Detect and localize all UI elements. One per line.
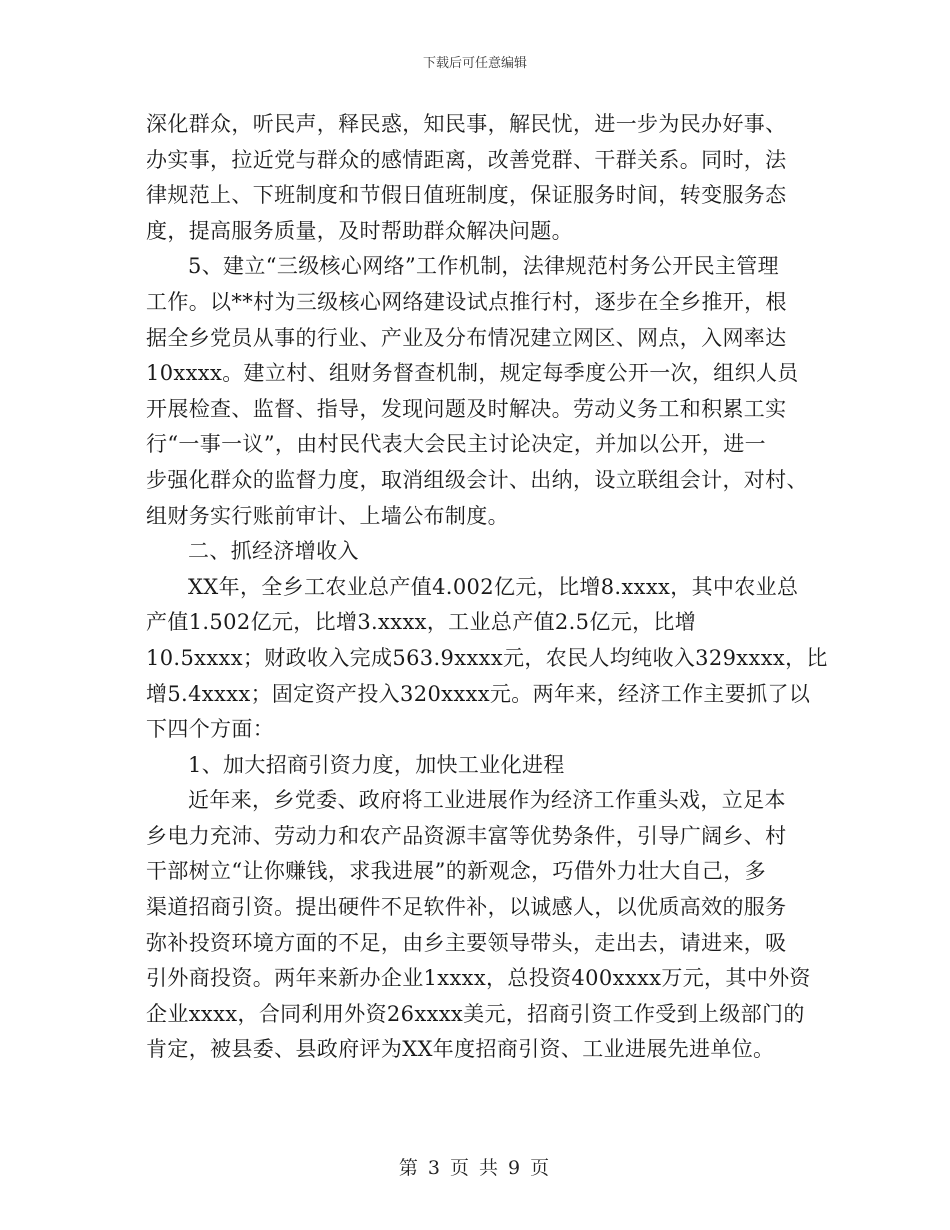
text-line: 渠道招商引资。提出硬件不足软件补，以诚感人，以优质高效的服务: [146, 895, 787, 920]
text-line: 工作。以**村为三级核心网络建设试点推行村，逐步在全乡推开，根: [146, 289, 787, 314]
text-line: 增5.4xxxx；固定资产投入320xxxx元。两年来，经济工作主要抓了以: [146, 681, 811, 706]
text-line: XX年，全乡工农业总产值4.002亿元，比增8.xxxx，其中农业总: [188, 574, 799, 599]
text-line: 组财务实行账前审计、上墙公布制度。: [146, 503, 509, 528]
text-line: 下四个方面：: [146, 717, 275, 742]
text-line: 据全乡党员从事的行业、产业及分布情况建立网区、网点，入网率达: [146, 325, 787, 350]
text-line: 5、建立“三级核心网络”工作机制，法律规范村务公开民主管理: [188, 254, 779, 279]
text-line: 办实事，拉近党与群众的感情距离，改善党群、干群关系。同时，法: [146, 147, 787, 172]
text-line: 引外商投资。两年来新办企业1xxxx，总投资400xxxx万元，其中外资: [146, 966, 811, 991]
text-line: 10.5xxxx；财政收入完成563.9xxxx元，农民人均纯收入329xxxx，比: [146, 645, 828, 670]
text-line: 近年来，乡党委、政府将工业进展作为经济工作重头戏，立足本: [188, 788, 786, 813]
text-line: 深化群众，听民声，释民惑，知民事，解民忧，进一步为民办好事、: [146, 112, 787, 136]
text-line: 干部树立“让你赚钱，求我进展”的新观念，巧借外力壮大自己，多: [146, 859, 766, 884]
text-line: 10xxxx。建立村、组财务督查机制，规定每季度公开一次，组织人员: [146, 361, 799, 386]
text-line: 产值1.502亿元，比增3.xxxx，工业总产值2.5亿元，比增: [146, 610, 697, 635]
text-line: 乡电力充沛、劳动力和农产品资源丰富等优势条件，引导广阔乡、村: [146, 823, 787, 848]
text-line: 弥补投资环境方面的不足，由乡主要领导带头，走出去，请进来，吸: [146, 930, 787, 955]
page-header: 下载后可任意编辑: [422, 56, 527, 71]
text-line: 肯定，被县委、县政府评为XX年度招商引资、工业进展先进单位。: [146, 1037, 775, 1062]
text-line: 步强化群众的监督力度，取消组级会计、出纳，设立联组会计，对村、: [146, 467, 808, 492]
text-line: 律规范上、下班制度和节假日值班制度，保证服务时间，转变服务态: [146, 183, 787, 208]
text-line: 企业xxxx，合同利用外资26xxxx美元，招商引资工作受到上级部门的: [146, 1001, 805, 1026]
text-line: 二、抓经济增收入: [188, 539, 359, 564]
text-line: 行“一事一议”，由村民代表大会民主讨论决定，并加以公开，进一: [146, 432, 766, 457]
text-line: 1、加大招商引资力度，加快工业化进程: [188, 752, 565, 777]
text-line: 开展检查、监督、指导，发现问题及时解决。劳动义务工和积累工实: [146, 396, 787, 421]
page-number-footer: 第 3 页 共 9 页: [398, 1157, 552, 1179]
document-body: [146, 107, 828, 1068]
text-line: 度，提高服务质量，及时帮助群众解决问题。: [146, 218, 573, 243]
